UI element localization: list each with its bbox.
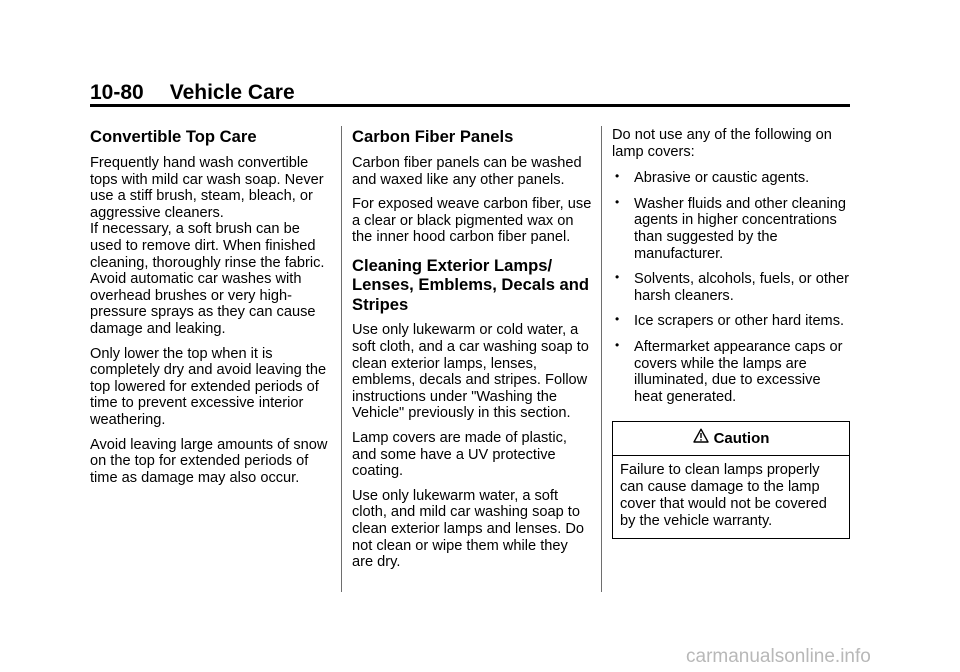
paragraph: If necessary, a soft brush can be used to remove dirt. When finished cleaning, thoroughly rinse the fabric. Avoid automatic car washes with overhead brushes or very high-pressure sprays as they can cause damage and leaking. [90,221,325,337]
paragraph-intro: Do not use any of the following on lamp covers: [612,127,832,160]
list-item [612,170,852,187]
list-item-text: Ice scrapers or other hard items. [634,313,845,330]
page-number: 10-80 [90,81,144,104]
paragraph: Carbon fiber panels can be washed and waxed like any other panels. [352,155,582,188]
list-item-text: Abrasive or caustic agents. [634,170,810,187]
column-divider-1 [341,126,342,592]
list-item [612,271,852,304]
bullet-icon: • [615,169,620,184]
caution-body: Failure to clean lamps properly can cause damage to the lamp cover that would not be covered by the vehicle warranty. [620,462,827,530]
list-item [612,339,852,405]
paragraph: Only lower the top when it is completely dry and avoid leaving the top lowered for extended periods of time to prevent excessive interior weathering. [90,345,327,428]
heading-carbon-fiber-panels: Carbon Fiber Panels [352,127,514,146]
bullet-icon: • [615,312,620,327]
caution-title: Caution [713,429,770,447]
paragraph: Frequently hand wash convertible tops with mild car wash soap. Never use a stiff brush, steam, bleach, or aggressive cleaners. [90,155,324,221]
watermark: carmanualsonline.info [686,646,871,667]
paragraph: Avoid leaving large amounts of snow on the top for extended periods of time as damage may also occur. [90,436,328,486]
column-lamp-covers [612,127,852,539]
list-item [612,196,852,262]
list-item-text: Washer fluids and other cleaning agents in higher concentrations than suggested by the manufacturer. [634,195,847,262]
bullet-icon: • [615,194,620,209]
column-convertible-top [90,127,330,494]
caution-header [613,422,849,456]
list-item-text: Solvents, alcohols, fuels, or other harsh cleaners. [634,271,849,304]
column-divider-2 [601,126,602,592]
section-title: Vehicle Care [169,81,295,104]
list-item-text: Aftermarket appearance caps or covers while the lamps are illuminated, due to excessive heat generated. [634,338,843,405]
bullet-list [612,170,852,405]
paragraph: Use only lukewarm or cold water, a soft cloth, and a car washing soap to clean exterior lamps, lenses, emblems, decals and stripes. Follow instructions under "Washing the Vehicle" previously in this section. [352,322,589,422]
heading-cleaning-exterior-lamps: Cleaning Exterior Lamps/ Lenses, Emblems, Decals and Stripes [352,255,590,314]
heading-convertible-top-care: Convertible Top Care [90,127,257,146]
header-rule [90,104,850,107]
list-item [612,313,852,330]
bullet-icon: • [615,337,620,352]
bullet-icon: • [615,270,620,285]
column-carbon-fiber-lamps [352,127,592,579]
paragraph: For exposed weave carbon fiber, use a clear or black pigmented wax on the inner hood carbon fiber panel. [352,196,592,246]
page-header [90,80,295,106]
caution-box [612,421,850,539]
warning-triangle-icon [693,428,709,443]
paragraph: Use only lukewarm water, a soft cloth, and mild car washing soap to clean exterior lamps and lenses. Do not clean or wipe them while they are dry. [352,487,584,571]
paragraph: Lamp covers are made of plastic, and some have a UV protective coating. [352,430,567,480]
